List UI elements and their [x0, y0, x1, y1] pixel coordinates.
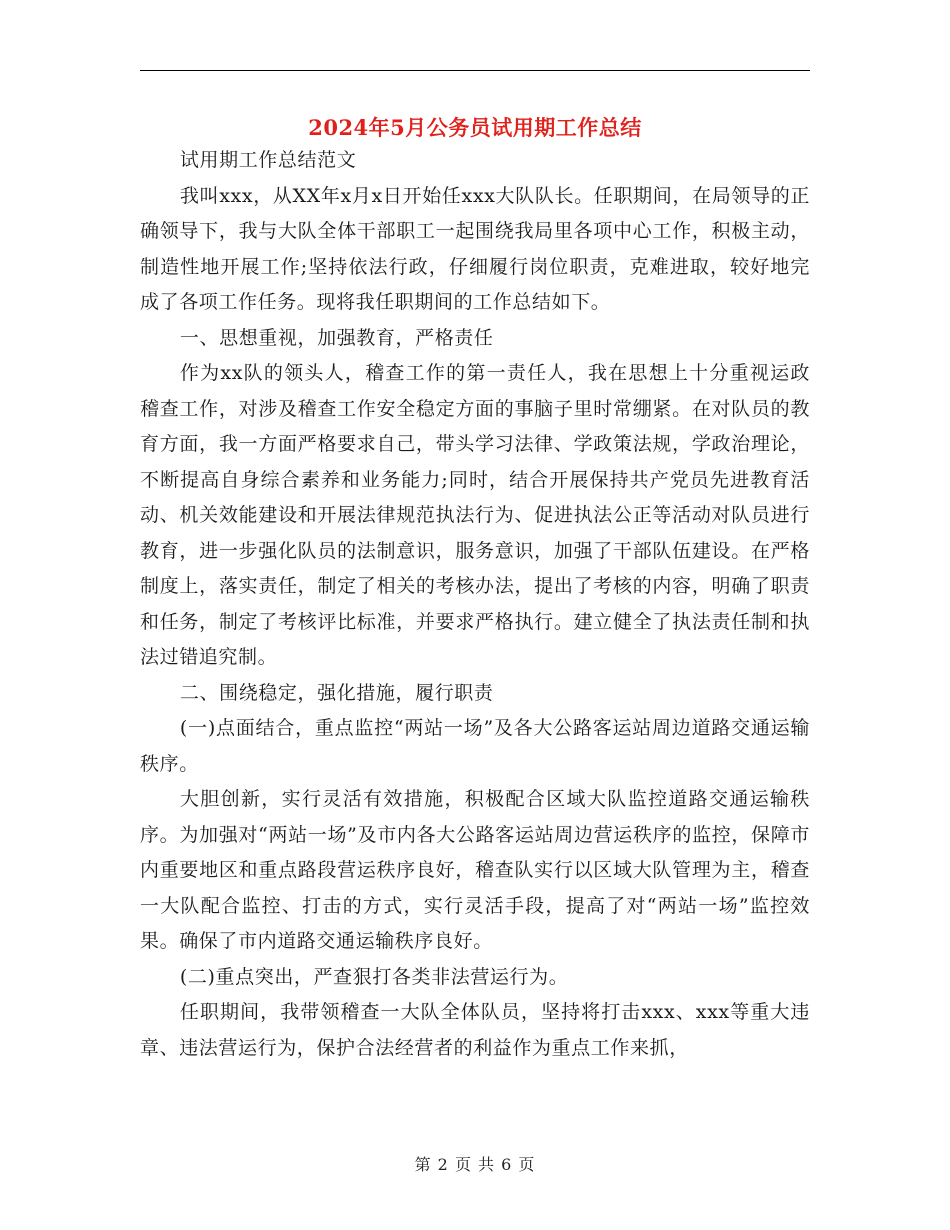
page-number: 第 2 页 共 6 页	[414, 1155, 536, 1174]
section-heading-2: 二、围绕稳定，强化措施，履行职责	[179, 681, 494, 704]
header-rule	[140, 70, 810, 71]
document-title: 2024年5月公务员试用期工作总结	[308, 115, 642, 140]
subsection-heading-2-1: (一)点面结合，重点监控“两站一场”及各大公路客运站周边道路交通运输秩序。	[140, 717, 810, 775]
paragraph-intro-heading: 试用期工作总结范文	[179, 149, 357, 171]
paragraph-subsection-2-2: 任职期间，我带领稽查一大队全体队员，坚持将打击xxx、xxx等重大违章、违法营运行为，保护合法经营者的利益作为重点工作来抓，	[140, 1001, 810, 1059]
subsection-heading-2-2: (二)重点突出，严查狠打各类非法营运行为。	[179, 965, 569, 988]
paragraph-subsection-2-1: 大胆创新，实行灵活有效措施，积极配合区域大队监控道路交通运输秩序。为加强对“两站一场”及市内各大公路客运站周边营运秩序的监控，保障市内重要地区和重点路段营运秩序良好，稽查队实行以区域大队管理为主，稽查一大队配合监控、打击的方式，实行灵活手段，提高了对“两站一场”监控效果。确保了市内道路交通运输秩序良好。	[140, 788, 810, 952]
section-heading-1: 一、思想重视，加强教育，严格责任	[179, 326, 494, 349]
paragraph-section-1: 作为xx队的领头人，稽查工作的第一责任人，我在思想上十分重视运政稽查工作，对涉及稽查工作安全稳定方面的事脑子里时常绷紧。在对队员的教育方面，我一方面严格要求自己，带头学习法律、学政策法规，学政治理论，不断提高自身综合素养和业务能力;同时，结合开展保持共产党员先进教育活动、机关效能建设和开展法律规范执法行为、促进执法公正等活动对队员进行教育，进一步强化队员的法制意识，服务意识，加强了干部队伍建设。在严格制度上，落实责任，制定了相关的考核办法，提出了考核的内容，明确了职责和任务，制定了考核评比标准，并要求严格执行。建立健全了执法责任制和执法过错追究制。	[140, 362, 810, 668]
document-body	[140, 143, 810, 1066]
paragraph-introduction: 我叫xxx，从XX年x月x日开始任xxx大队队长。任职期间，在局领导的正确领导下，我与大队全体干部职工一起围绕我局里各项中心工作，积极主动，制造性地开展工作;坚持依法行政，仔细履行岗位职责，克难进取，较好地完成了各项工作任务。现将我任职期间的工作总结如下。	[140, 184, 810, 313]
